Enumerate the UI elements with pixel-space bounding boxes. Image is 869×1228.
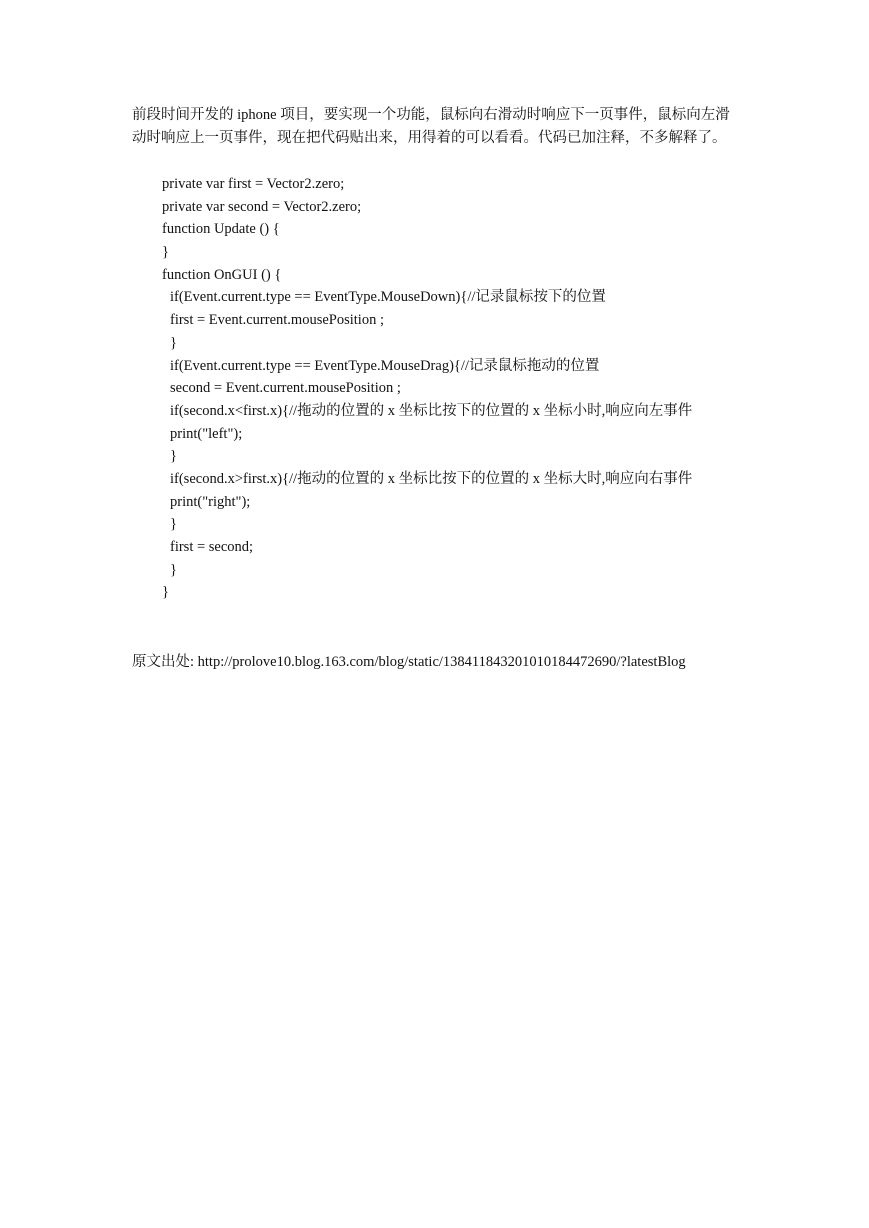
code-line: if(Event.current.type == EventType.MouseDown){//记录鼠标按下的位置: [170, 289, 606, 306]
code-line: }: [162, 584, 169, 601]
code-line: private var first = Vector2.zero;: [162, 176, 345, 192]
code-line: }: [170, 516, 177, 533]
source-citation: 原文出处: http://prolove10.blog.163.com/blog/static/138411843201010184472690/?latestBlog: [132, 654, 686, 670]
code-line: }: [170, 448, 177, 465]
code-line: first = second;: [170, 539, 254, 555]
code-block: [0, 173, 869, 604]
code-line: }: [170, 334, 177, 351]
code-line: if(second.x<first.x){//拖动的位置的 x 坐标比按下的位置的 x 坐标小时,响应向左事件: [170, 402, 693, 419]
code-line: if(second.x>first.x){//拖动的位置的 x 坐标比按下的位置的 x 坐标大时,响应向右事件: [170, 470, 693, 487]
code-line: second = Event.current.mousePosition ;: [170, 380, 401, 397]
code-line: print("left");: [170, 425, 243, 442]
code-line: print("right");: [170, 493, 251, 510]
code-line: if(Event.current.type == EventType.MouseDrag){//记录鼠标拖动的位置: [170, 357, 600, 374]
code-line: }: [162, 244, 169, 261]
code-line: first = Event.current.mousePosition ;: [170, 312, 384, 329]
code-line: function OnGUI () {: [162, 266, 282, 283]
code-line: function Update () {: [162, 221, 280, 238]
code-line: }: [170, 561, 177, 578]
intro-paragraph: 前段时间开发的 iphone 项目，要实现一个功能，鼠标向右滑动时响应下一页事件，鼠标向左滑动时响应上一页事件，现在把代码贴出来，用得着的可以看看。代码已加注释，不多解释了。: [132, 107, 730, 146]
code-line: private var second = Vector2.zero;: [162, 198, 362, 215]
